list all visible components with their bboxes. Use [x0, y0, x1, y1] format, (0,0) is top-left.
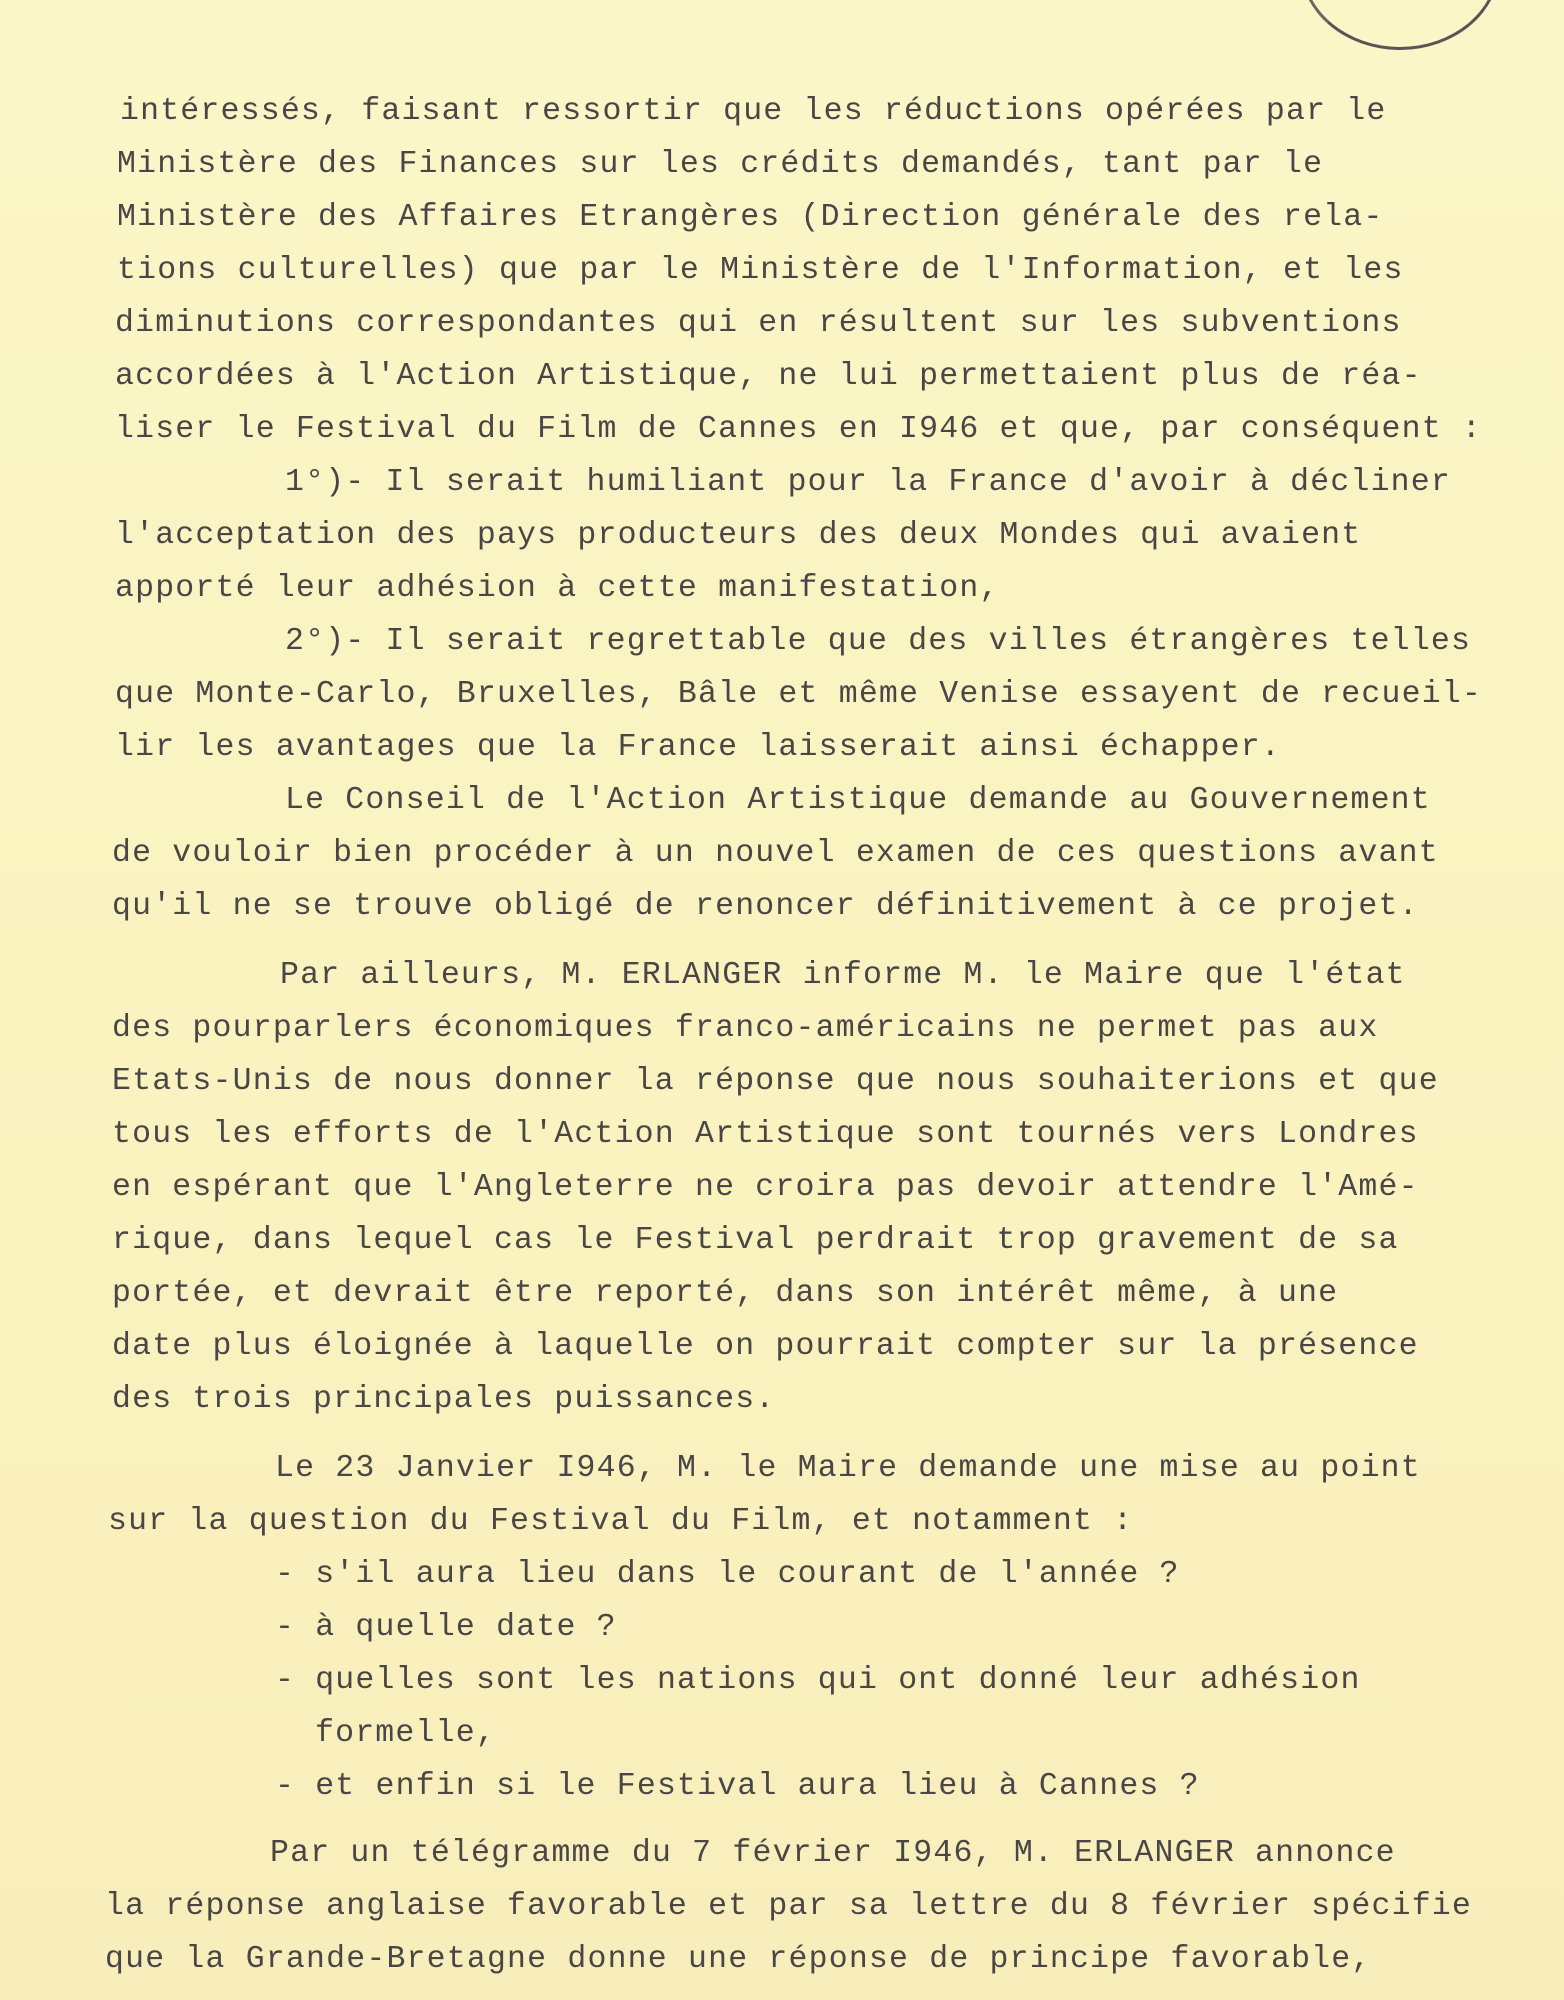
text-line: Etats-Unis de nous donner la réponse que nous souhaiterions et que [112, 1064, 1439, 1099]
text-line: diminutions correspondantes qui en résultent sur les subventions [115, 306, 1402, 341]
text-line: sur la question du Festival du Film, et notamment : [108, 1504, 1134, 1539]
ink-stamp [1300, 0, 1500, 50]
text-line: liser le Festival du Film de Cannes en I946 et que, par conséquent : [115, 412, 1483, 447]
text-line: apporté leur adhésion à cette manifestation, [115, 571, 1000, 606]
text-line: qu'il ne se trouve obligé de renoncer définitivement à ce projet. [112, 889, 1419, 924]
text-line: intéressés, faisant ressortir que les réductions opérées par le [120, 94, 1387, 129]
text-line: que la Grande-Bretagne donne une réponse de principe favorable, [105, 1942, 1372, 1977]
text-line: des pourparlers économiques franco-américains ne permet pas aux [112, 1011, 1379, 1046]
text-line: - et enfin si le Festival aura lieu à Cannes ? [275, 1769, 1200, 1804]
text-line: tous les efforts de l'Action Artistique sont tournés vers Londres [112, 1117, 1419, 1152]
text-line: Par un télégramme du 7 février I946, M. ERLANGER annonce [270, 1836, 1396, 1871]
text-line: date plus éloignée à laquelle on pourrait compter sur la présence [112, 1329, 1419, 1364]
text-line: tions culturelles) que par le Ministère de l'Information, et les [117, 253, 1404, 288]
text-line: Le Conseil de l'Action Artistique demande au Gouvernement [285, 783, 1431, 818]
text-line: de vouloir bien procéder à un nouvel examen de ces questions avant [112, 836, 1439, 871]
text-line: Par ailleurs, M. ERLANGER informe M. le Maire que l'état [280, 958, 1406, 993]
text-line: portée, et devrait être reporté, dans son intérêt même, à une [112, 1276, 1339, 1311]
text-line: en espérant que l'Angleterre ne croira pas devoir attendre l'Amé- [112, 1170, 1419, 1205]
text-line: l'acceptation des pays producteurs des deux Mondes qui avaient [115, 518, 1362, 553]
text-line: Ministère des Finances sur les crédits demandés, tant par le [117, 147, 1324, 182]
text-line: Ministère des Affaires Etrangères (Direction générale des rela- [117, 200, 1384, 235]
text-line: des trois principales puissances. [112, 1382, 776, 1417]
text-line: Le 23 Janvier I946, M. le Maire demande une mise au point [275, 1451, 1421, 1486]
text-line: 2°)- Il serait regrettable que des villes étrangères telles [285, 624, 1472, 659]
text-line: - à quelle date ? [275, 1610, 617, 1645]
text-line: la réponse anglaise favorable et par sa lettre du 8 février spécifie [105, 1889, 1473, 1924]
text-line: 1°)- Il serait humiliant pour la France d'avoir à décliner [285, 465, 1451, 500]
text-line: rique, dans lequel cas le Festival perdrait trop gravement de sa [112, 1223, 1399, 1258]
text-line: formelle, [315, 1716, 496, 1751]
text-line: que Monte-Carlo, Bruxelles, Bâle et même Venise essayent de recueil- [115, 677, 1483, 712]
text-line: - s'il aura lieu dans le courant de l'année ? [275, 1557, 1180, 1592]
text-line: lir les avantages que la France laisserait ainsi échapper. [115, 730, 1281, 765]
text-line: accordées à l'Action Artistique, ne lui permettaient plus de réa- [115, 359, 1422, 394]
text-line: - quelles sont les nations qui ont donné leur adhésion [275, 1663, 1361, 1698]
